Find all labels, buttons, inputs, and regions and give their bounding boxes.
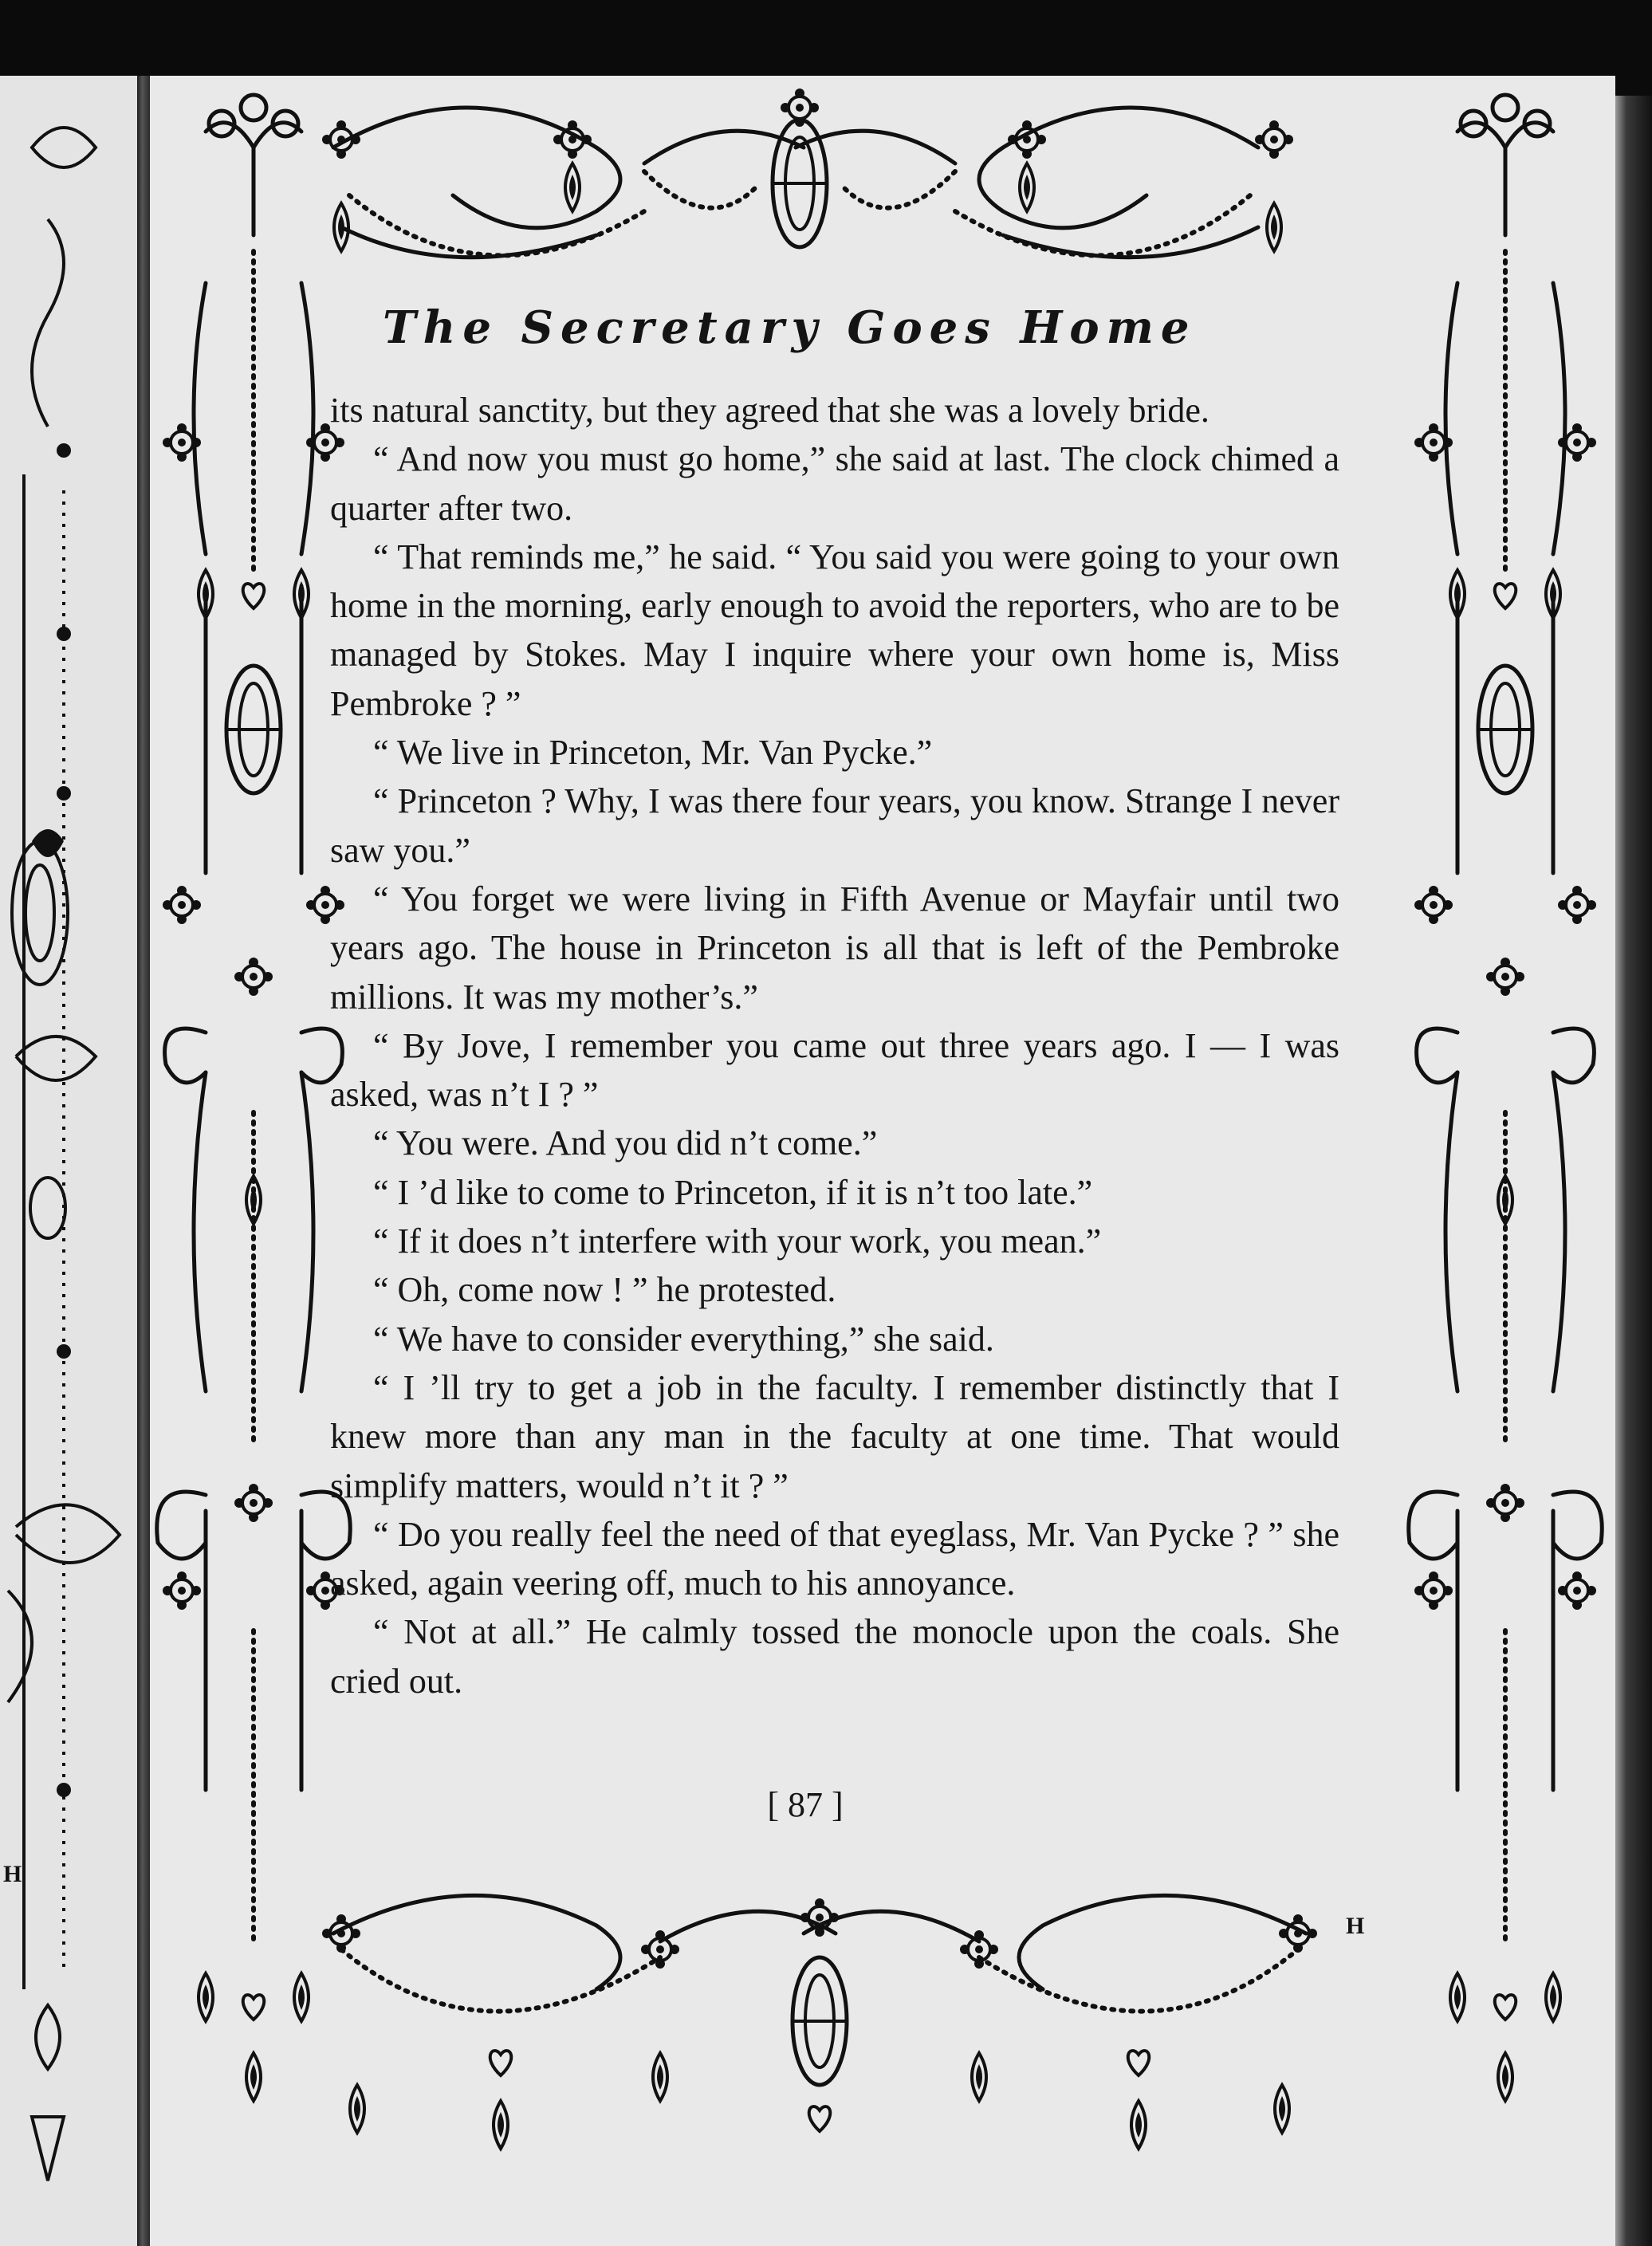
book-gutter: [137, 76, 150, 2246]
facing-page-border-ornament: [0, 76, 137, 2246]
paragraph: “ Oh, come now ! ” he protested.: [373, 1270, 836, 1310]
running-head-title: The Secretary Goes Home: [383, 301, 1197, 354]
page-body-text: [330, 386, 1339, 1705]
svg-text:H: H: [3, 1861, 22, 1887]
border-monogram: H: [1346, 1913, 1365, 1939]
paragraph: “ If it does n’t interfere with your work, you mean.”: [373, 1221, 1102, 1261]
paragraph: “ And now you must go home,” she said at last. The clock chimed a quarter after two.: [330, 439, 1339, 528]
paragraph: “ Princeton ? Why, I was there four years, you know. Strange I never saw you.”: [330, 781, 1339, 870]
paragraph: “ I ’d like to come to Princeton, if it is n’t too late.”: [373, 1172, 1093, 1212]
paragraph: “ We have to consider everything,” she said.: [373, 1319, 994, 1359]
paragraph: “ Not at all.” He calmly tossed the monocle upon the coals. She cried out.: [330, 1612, 1339, 1701]
paragraph: “ That reminds me,” he said. “ You said you were going to your own home in the morning, early enough to avoid the reporters, who are to be managed by Stokes. May I inquire where your own home is, Miss Pembroke ? ”: [330, 537, 1339, 723]
paragraph: “ Do you really feel the need of that eyeglass, Mr. Van Pycke ? ” she asked, again veering off, much to his annoyance.: [330, 1514, 1339, 1603]
paragraph: “ We live in Princeton, Mr. Van Pycke.”: [373, 733, 933, 773]
paragraph: “ By Jove, I remember you came out three years ago. I — I was asked, was n’t I ? ”: [330, 1025, 1339, 1115]
paragraph: “ You forget we were living in Fifth Avenue or Mayfair until two years ago. The house in Princeton is all that is left of the Pembroke millions. It was my mother’s.”: [330, 879, 1339, 1017]
paragraph: its natural sanctity, but they agreed that she was a lovely bride.: [330, 391, 1210, 430]
page-number: [ 87 ]: [767, 1785, 844, 1824]
paragraph: “ I ’ll try to get a job in the faculty. I remember distinctly that I knew more than any man in the faculty at one time. That would simplify matters, would n’t it ? ”: [330, 1367, 1339, 1505]
paragraph: “ You were. And you did n’t come.”: [373, 1123, 878, 1163]
page-edge-shadow: [1615, 96, 1652, 2246]
